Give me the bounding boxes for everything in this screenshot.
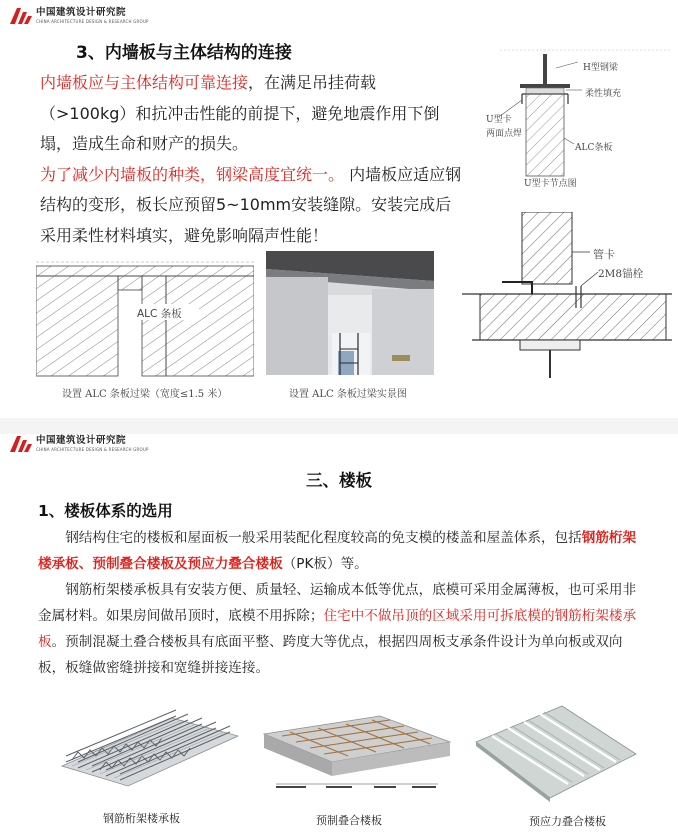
section-title: 三、楼板 bbox=[306, 471, 372, 490]
highlight-text: 住宅中不做吊顶的区域采用可拆底模的钢筋桁架楼承板 bbox=[38, 608, 637, 650]
logo-name-en: CHINA ARCHITECTURE DESIGN & RESEARCH GROUP bbox=[36, 446, 149, 452]
wall-connection-text bbox=[40, 68, 462, 251]
steel-truss-deck-image bbox=[52, 708, 238, 790]
product-caption: 钢筋桁架楼承板 bbox=[103, 812, 180, 825]
label-flexible-fill: 柔性填充 bbox=[585, 89, 622, 99]
logo-name-cn: 中国建筑设计研究院 bbox=[36, 435, 127, 447]
label-alc-board: ALC条板 bbox=[575, 143, 613, 153]
product-caption: 预制叠合楼板 bbox=[316, 814, 382, 827]
label-anchor-bolt: 2M8锚栓 bbox=[598, 268, 644, 280]
label-u-clip: U型卡 bbox=[486, 115, 512, 125]
logo-name-cn: 中国建筑设计研究院 bbox=[36, 7, 127, 19]
u-clip-caption: U型卡节点图 bbox=[524, 179, 577, 189]
logo-name-en: CHINA ARCHITECTURE DESIGN & RESEARCH GROUP bbox=[36, 18, 149, 24]
label-pipe-clip: 管卡 bbox=[593, 248, 615, 261]
logo bbox=[10, 8, 149, 24]
logo bbox=[10, 436, 149, 452]
paragraph-text: 内墙板应适应钢结构的变形，板长应预留5~10mm安装缝隙。安装完成后采用柔性材料填实，避免影响隔声性能！ bbox=[40, 164, 462, 245]
paragraph bbox=[38, 577, 644, 681]
subsection-heading: 1、楼板体系的选用 bbox=[38, 502, 173, 520]
product-caption: 预应力叠合楼板 bbox=[529, 815, 606, 828]
highlight-text: 钢筋桁架楼承板、预制叠合楼板及预应力叠合楼板 bbox=[38, 530, 637, 572]
paragraph-text: （PK板）等。 bbox=[282, 556, 368, 572]
label-alc-board-left: ALC 条板 bbox=[137, 308, 182, 320]
logo-mark-icon bbox=[10, 436, 32, 452]
alc-lintel-caption: 设置 ALC 条板过梁（宽度≤1.5 米） bbox=[62, 389, 228, 400]
paragraph-text: ，在满足吊挂荷载（>100kg）和抗冲击性能的前提下，避免地震作用下倒塌，造成生命和财产的损失。 bbox=[40, 73, 440, 153]
paragraph-text: 钢结构住宅的楼板和屋面板一般采用装配化程度较高的免支模的楼盖和屋盖体系，包括 bbox=[65, 530, 582, 546]
alc-lintel-photo bbox=[266, 251, 434, 375]
slide-separator bbox=[0, 418, 678, 434]
anchor-bolt-detail-diagram bbox=[462, 212, 672, 384]
highlight-text: 为了减少内墙板的种类，钢梁高度宜统一。 bbox=[40, 164, 345, 184]
photo-caption: 设置 ALC 条板过梁实景图 bbox=[289, 389, 407, 400]
site-photo-image bbox=[266, 251, 434, 375]
highlight-text: 内墙板应与主体结构可靠连接 bbox=[40, 73, 249, 92]
logo-mark-icon bbox=[10, 8, 32, 24]
section-heading: 3、内墙板与主体结构的连接 bbox=[76, 43, 292, 63]
paragraph-text: 钢筋桁架楼承板具有安装方便、质量轻、运输成本低等优点，底模可采用金属薄板，也可采用非金属材料。如果房间做吊顶时，底模不用拆除； bbox=[38, 582, 637, 624]
label-weld: 两面点焊 bbox=[486, 129, 523, 139]
floor-slab-text bbox=[38, 525, 644, 681]
label-h-beam: H型钢梁 bbox=[583, 63, 618, 73]
paragraph-text: 。预制混凝土叠合楼板具有底面平整、跨度大等优点，根据四周板支承条件设计为单向板或双向板，板缝做密缝拼接和宽缝拼接连接。 bbox=[38, 634, 623, 676]
paragraph bbox=[38, 525, 644, 577]
prestressed-slab-image bbox=[470, 702, 640, 806]
precast-composite-slab-image bbox=[262, 706, 452, 802]
